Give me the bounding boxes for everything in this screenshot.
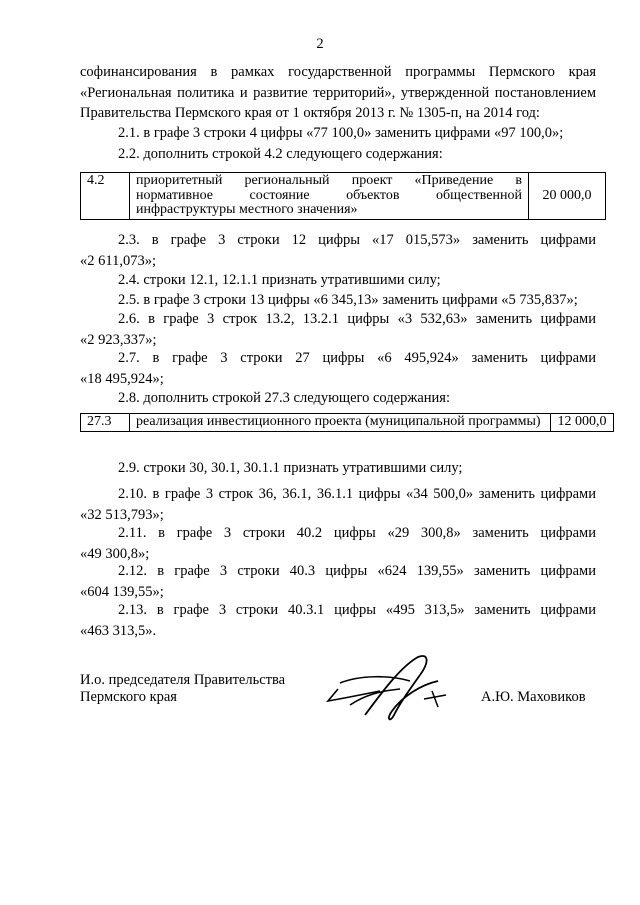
position-line: Пермского края [80,689,177,705]
row-number: 4.2 [81,173,130,220]
item-2-1: 2.1. в графе 3 строки 4 цифры «77 100,0» заменить цифрами «97 100,0»; [118,125,564,141]
item-line: 2.10. в графе 3 строк 36, 36.1, 36.1.1 цифры «34 500,0» заменить цифрами [118,486,596,502]
position-line: И.о. председателя Правительства [80,672,286,688]
item-2-7 [80,348,596,389]
intro-line: софинансирования в рамках государственной программы Пермского края [80,64,596,80]
inserted-row-4-2 [80,172,606,220]
item-2-4: 2.4. строки 12.1, 12.1.1 признать утратившими силу; [118,272,441,288]
signatory-name: А.Ю. Маховиков [481,689,586,705]
item-line: «49 300,8»; [80,545,150,562]
handwritten-signature [320,645,480,725]
item-2-10 [80,484,596,525]
item-line: «2 611,073»; [80,252,156,269]
intro-line: «Региональная политика и развитие территорий», утвержденной постановлением [80,84,596,101]
signatory-position [80,672,285,706]
item-line: 2.11. в графе 3 строки 40.2 цифры «29 300,8» заменить цифрами [118,525,596,541]
item-line: 2.6. в графе 3 строк 13.2, 13.2.1 цифры «3 532,63» заменить цифрами [118,311,596,327]
item-line: «18 495,924»; [80,370,164,387]
row-value: 20 000,0 [529,173,606,220]
item-line: «32 513,793»; [80,506,164,523]
item-2-11 [80,523,596,564]
item-2-3 [80,230,596,271]
item-line: 2.7. в графе 3 строки 27 цифры «6 495,924» заменить цифрами [118,350,596,366]
item-2-5: 2.5. в графе 3 строки 13 цифры «6 345,13» заменить цифрами «5 735,837»; [118,292,578,308]
item-2-13 [80,600,596,641]
item-line: 2.13. в графе 3 строки 40.3.1 цифры «495 313,5» заменить цифрами [118,602,596,618]
item-2-12 [80,561,596,602]
item-line: 2.3. в графе 3 строки 12 цифры «17 015,573» заменить цифрами [118,232,596,248]
row-description: приоритетный региональный проект «Приведение в нормативное состояние объектов общественной инфраструктуры местного значения» [130,173,529,220]
row-number: 27.3 [81,414,130,432]
item-2-2: 2.2. дополнить строкой 4.2 следующего содержания: [118,146,443,162]
item-2-8: 2.8. дополнить строкой 27.3 следующего содержания: [118,390,450,406]
page-number: 2 [316,36,324,52]
inserted-row-27-3 [80,413,614,432]
intro-paragraph [80,62,596,124]
item-2-9: 2.9. строки 30, 30.1, 30.1.1 признать утратившими силу; [118,460,463,476]
item-2-6 [80,309,596,350]
item-line: «604 139,55»; [80,583,164,600]
row-value: 12 000,0 [551,414,614,432]
item-line: «2 923,337»; [80,331,157,348]
row-description: реализация инвестиционного проекта (муниципальной программы) [130,414,551,432]
item-line: «463 313,5». [80,622,157,639]
intro-line: Правительства Пермского края от 1 октября 2013 г. № 1305-п, на 2014 год: [80,105,540,121]
item-line: 2.12. в графе 3 строки 40.3 цифры «624 139,55» заменить цифрами [118,563,596,579]
